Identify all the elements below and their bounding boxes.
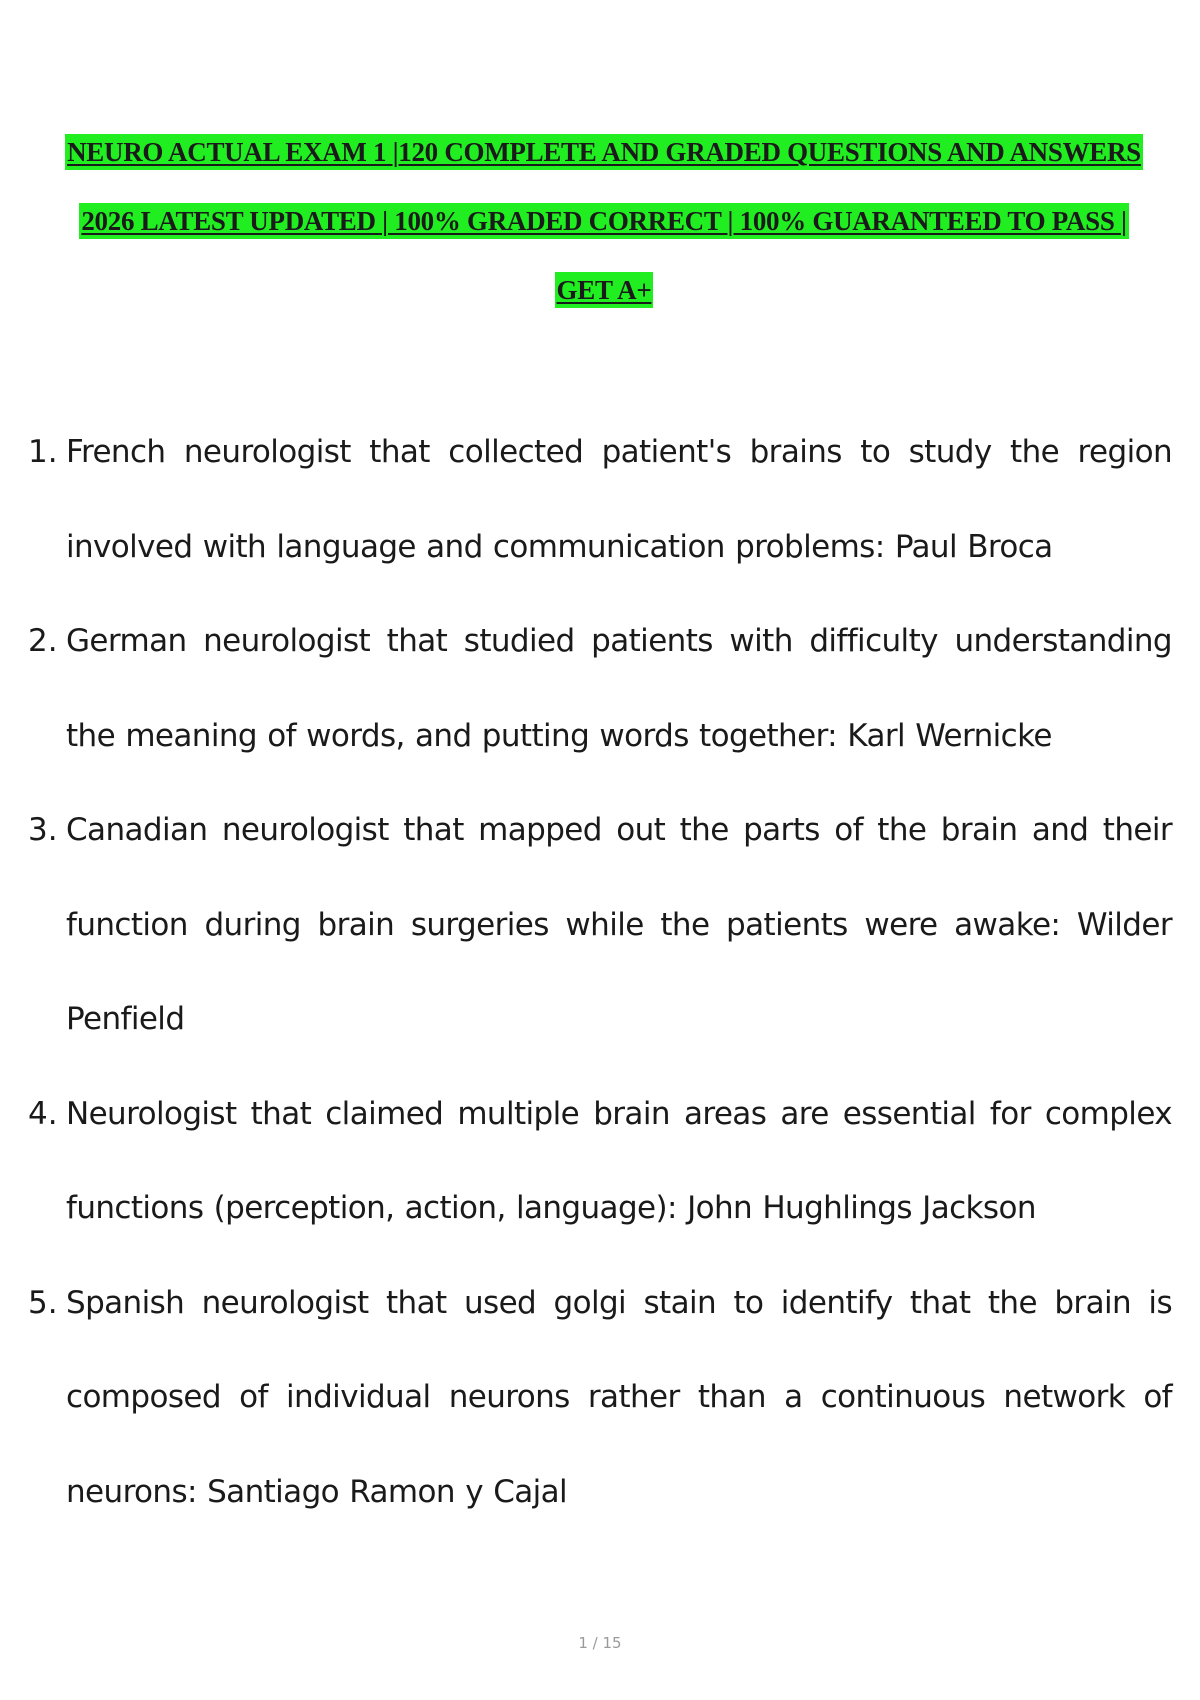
title-line-3 xyxy=(36,256,1172,325)
question-number: 5. xyxy=(28,1284,58,1321)
list-item-question-3 xyxy=(28,783,1172,1067)
question-text: French neurologist that collected patient's brains to study the region involved with language and communication problems: Paul Broca xyxy=(66,434,1172,565)
document-title xyxy=(36,118,1172,325)
question-number: 1. xyxy=(28,434,58,470)
question-number: 3. xyxy=(28,812,58,848)
title-highlight-2: 2026 LATEST UPDATED | 100% GRADED CORRECT | 100% GUARANTEED TO PASS | xyxy=(81,206,1127,236)
list-item-question-5 xyxy=(28,1256,1172,1540)
title-line-1 xyxy=(36,118,1172,187)
question-number: 2. xyxy=(28,623,58,659)
list-item-question-4 xyxy=(28,1067,1172,1256)
question-text: Spanish neurologist that used golgi stain to identify that the brain is composed of individual neurons rather than a continuous network of neurons: Santiago Ramon y Cajal xyxy=(66,1284,1172,1510)
question-text: Neurologist that claimed multiple brain areas are essential for complex functions (perception, action, language): John Hughlings Jackson xyxy=(66,1095,1172,1226)
question-list xyxy=(28,405,1172,1539)
list-item-question-1 xyxy=(28,405,1172,594)
title-highlight-1: NEURO ACTUAL EXAM 1 |120 COMPLETE AND GRADED QUESTIONS AND ANSWERS xyxy=(67,137,1141,167)
title-highlight-3: GET A+ xyxy=(556,275,652,305)
title-line-2 xyxy=(36,187,1172,256)
question-text: German neurologist that studied patients with difficulty understanding the meaning of words, and putting words together: Karl Wernicke xyxy=(66,623,1172,754)
question-text: Canadian neurologist that mapped out the parts of the brain and their function during brain surgeries while the patients were awake: Wilder Penfield xyxy=(66,812,1172,1037)
page-number: 1 / 15 xyxy=(578,1634,622,1652)
question-number: 4. xyxy=(28,1095,58,1132)
list-item-question-2 xyxy=(28,594,1172,783)
